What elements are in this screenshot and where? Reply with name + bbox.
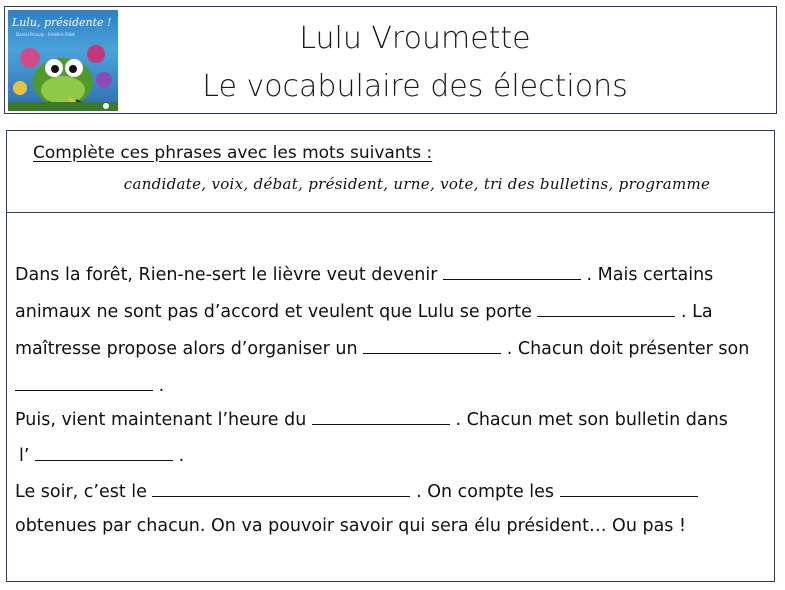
sentence-line-6 (19, 444, 184, 466)
sentence-line-5 (15, 408, 728, 430)
fill-in-blank[interactable] (363, 337, 501, 354)
instruction-row (7, 131, 774, 213)
exercise-box (6, 130, 775, 582)
sentence-line-8 (15, 516, 686, 536)
word-list: candidate, voix, débat, président, urne, vote, tri des bulletins, programme (123, 175, 711, 193)
sentence-text: . (158, 376, 165, 396)
sentence-text: l’ (19, 446, 30, 466)
sentence-text: . Chacun doit présenter son (506, 339, 750, 359)
fill-in-blank[interactable] (152, 480, 410, 497)
sentence-text: . Mais certains (586, 265, 714, 285)
cover-title: Lulu, présidente ! (12, 16, 112, 29)
fill-in-blank[interactable] (537, 300, 675, 317)
fill-in-blank[interactable] (15, 374, 153, 391)
fill-in-blank[interactable] (35, 444, 173, 461)
sentence-line-7 (15, 480, 698, 502)
sentence-line-3 (15, 337, 749, 359)
sentence-text: Dans la forêt, Rien-ne-sert le lièvre veut devenir (15, 265, 438, 285)
page-subtitle: Le vocabulaire des élections (202, 69, 628, 104)
fill-in-blank[interactable] (312, 408, 450, 425)
cover-authors: Daniel Picouly · Frédéric Pillot (16, 32, 75, 37)
sentence-text: . (178, 446, 185, 466)
sentence-text: Puis, vient maintenant l’heure du (15, 410, 307, 430)
sentence-text: . Chacun met son bulletin dans (455, 410, 728, 430)
sentence-line-4 (15, 374, 164, 396)
sentence-line-2 (15, 300, 713, 322)
sentence-text: animaux ne sont pas d’accord et veulent que Lulu se porte (15, 302, 532, 322)
header-box (4, 6, 777, 114)
sentence-text: . On compte les (416, 482, 555, 502)
instruction-text: Complète ces phrases avec les mots suivants : (33, 143, 433, 163)
sentence-line-1 (15, 263, 713, 285)
page-title: Lulu Vroumette (299, 21, 531, 56)
sentence-text: . La (681, 302, 713, 322)
sentence-text: Le soir, c’est le (15, 482, 147, 502)
fill-in-blank[interactable] (560, 480, 698, 497)
sentence-text: maîtresse propose alors d’organiser un (15, 339, 358, 359)
fill-in-blank[interactable] (443, 263, 581, 280)
sentence-text: obtenues par chacun. On va pouvoir savoir qui sera élu président… Ou pas ! (15, 516, 686, 536)
